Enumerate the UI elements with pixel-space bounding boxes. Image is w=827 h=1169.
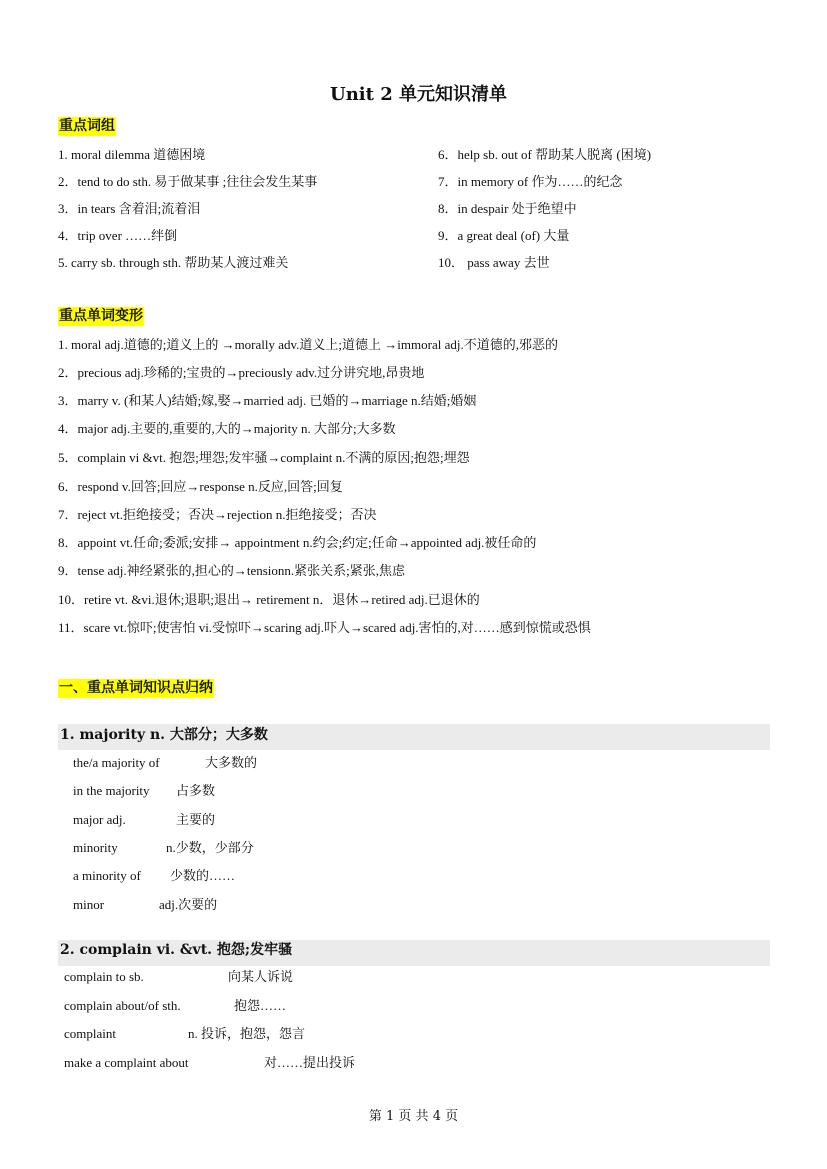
block-header: 1. majority n. 大部分；大多数 <box>60 727 268 743</box>
word-form-item: 9．tense adj.神经紧张的,担心的→tensionn.紧张关系;紧张,焦虑 <box>58 563 406 578</box>
word-form-item: 4．major adj.主要的,重要的,大的→majority n. 大部分;大多数 <box>58 421 396 436</box>
term: major adj. <box>73 812 126 827</box>
term: a minority of <box>73 868 141 883</box>
phrase-item: 2．tend to do sth. 易于做某事 ;往往会发生某事 <box>58 174 318 189</box>
word-form-item: 1. moral adj.道德的;道义上的 →morally adv.道义上;道德上 →immoral adj.不道德的,邪恶的 <box>58 337 558 352</box>
term-meaning: 大多数的 <box>205 755 258 770</box>
term-meaning: n. 投诉，抱怨，怨言 <box>188 1026 306 1041</box>
term: complaint <box>64 1026 116 1041</box>
page-footer: 第 1 页 共 4 页 <box>368 1109 459 1124</box>
word-form-item: 11．scare vt.惊吓;使害怕 vi.受惊吓→scaring adj.吓人→scared adj.害怕的,对……感到惊慌或恐惧 <box>58 620 591 635</box>
block-header: 2. complain vi. &vt. 抱怨;发牢骚 <box>60 942 293 958</box>
term: the/a majority of <box>73 755 160 770</box>
word-form-item: 3．marry v. (和某人)结婚;嫁,娶→married adj. 已婚的→marriage n.结婚;婚姻 <box>58 393 477 408</box>
phrase-item: 4．trip over ……绊倒 <box>58 228 178 243</box>
section-heading-knowledge: 一、重点单词知识点归纳 <box>59 680 213 696</box>
section-heading-word-forms: 重点单词变形 <box>59 308 143 324</box>
phrase-item: 7．in memory of 作为……的纪念 <box>438 174 623 189</box>
word-form-item: 8．appoint vt.任命;委派;安排→ appointment n.约会;约定;任命→appointed adj.被任命的 <box>58 535 537 550</box>
term: in the majority <box>73 783 150 798</box>
section-heading-phrases: 重点词组 <box>59 118 115 134</box>
phrase-item: 6．help sb. out of 帮助某人脱离 (困境) <box>438 147 652 162</box>
page-title: Unit 2 单元知识清单 <box>330 84 507 105</box>
phrase-item: 9．a great deal (of) 大量 <box>438 228 570 243</box>
term: complain about/of sth. <box>64 998 181 1013</box>
word-form-item: 2．precious adj.珍稀的;宝贵的→preciously adv.过分讲究地,昂贵地 <box>58 365 425 380</box>
term-meaning: adj.次要的 <box>159 897 218 912</box>
phrase-item: 5. carry sb. through sth. 帮助某人渡过难关 <box>58 255 289 270</box>
term: minority <box>73 840 118 855</box>
term-meaning: 占多数 <box>176 783 216 798</box>
word-form-item: 6．respond v.回答;回应→response n.反应,回答;回复 <box>58 479 343 494</box>
term: complain to sb. <box>64 969 144 984</box>
term-meaning: 抱怨…… <box>234 998 287 1013</box>
term-meaning: 向某人诉说 <box>228 969 294 984</box>
term-meaning: 少数的…… <box>170 868 236 883</box>
term-meaning: 主要的 <box>176 812 216 827</box>
word-form-item: 7．reject vt.拒绝接受；否决→rejection n.拒绝接受；否决 <box>58 507 377 522</box>
term: minor <box>73 897 105 912</box>
phrase-item: 8．in despair 处于绝望中 <box>438 201 577 216</box>
word-form-item: 10．retire vt. &vi.退休;退职;退出→ retirement n．退休→retired adj.已退休的 <box>58 592 480 607</box>
term-meaning: n.少数，少部分 <box>166 840 254 855</box>
phrase-item: 1. moral dilemma 道德困境 <box>58 147 206 162</box>
word-form-item: 5．complain vi &vt. 抱怨;埋怨;发牢骚→complaint n.不满的原因;抱怨;埋怨 <box>58 450 470 465</box>
term-meaning: 对……提出投诉 <box>264 1055 356 1070</box>
phrase-item: 3．in tears 含着泪;流着泪 <box>58 201 201 216</box>
term: make a complaint about <box>64 1055 189 1070</box>
phrase-item: 10． pass away 去世 <box>438 255 550 270</box>
